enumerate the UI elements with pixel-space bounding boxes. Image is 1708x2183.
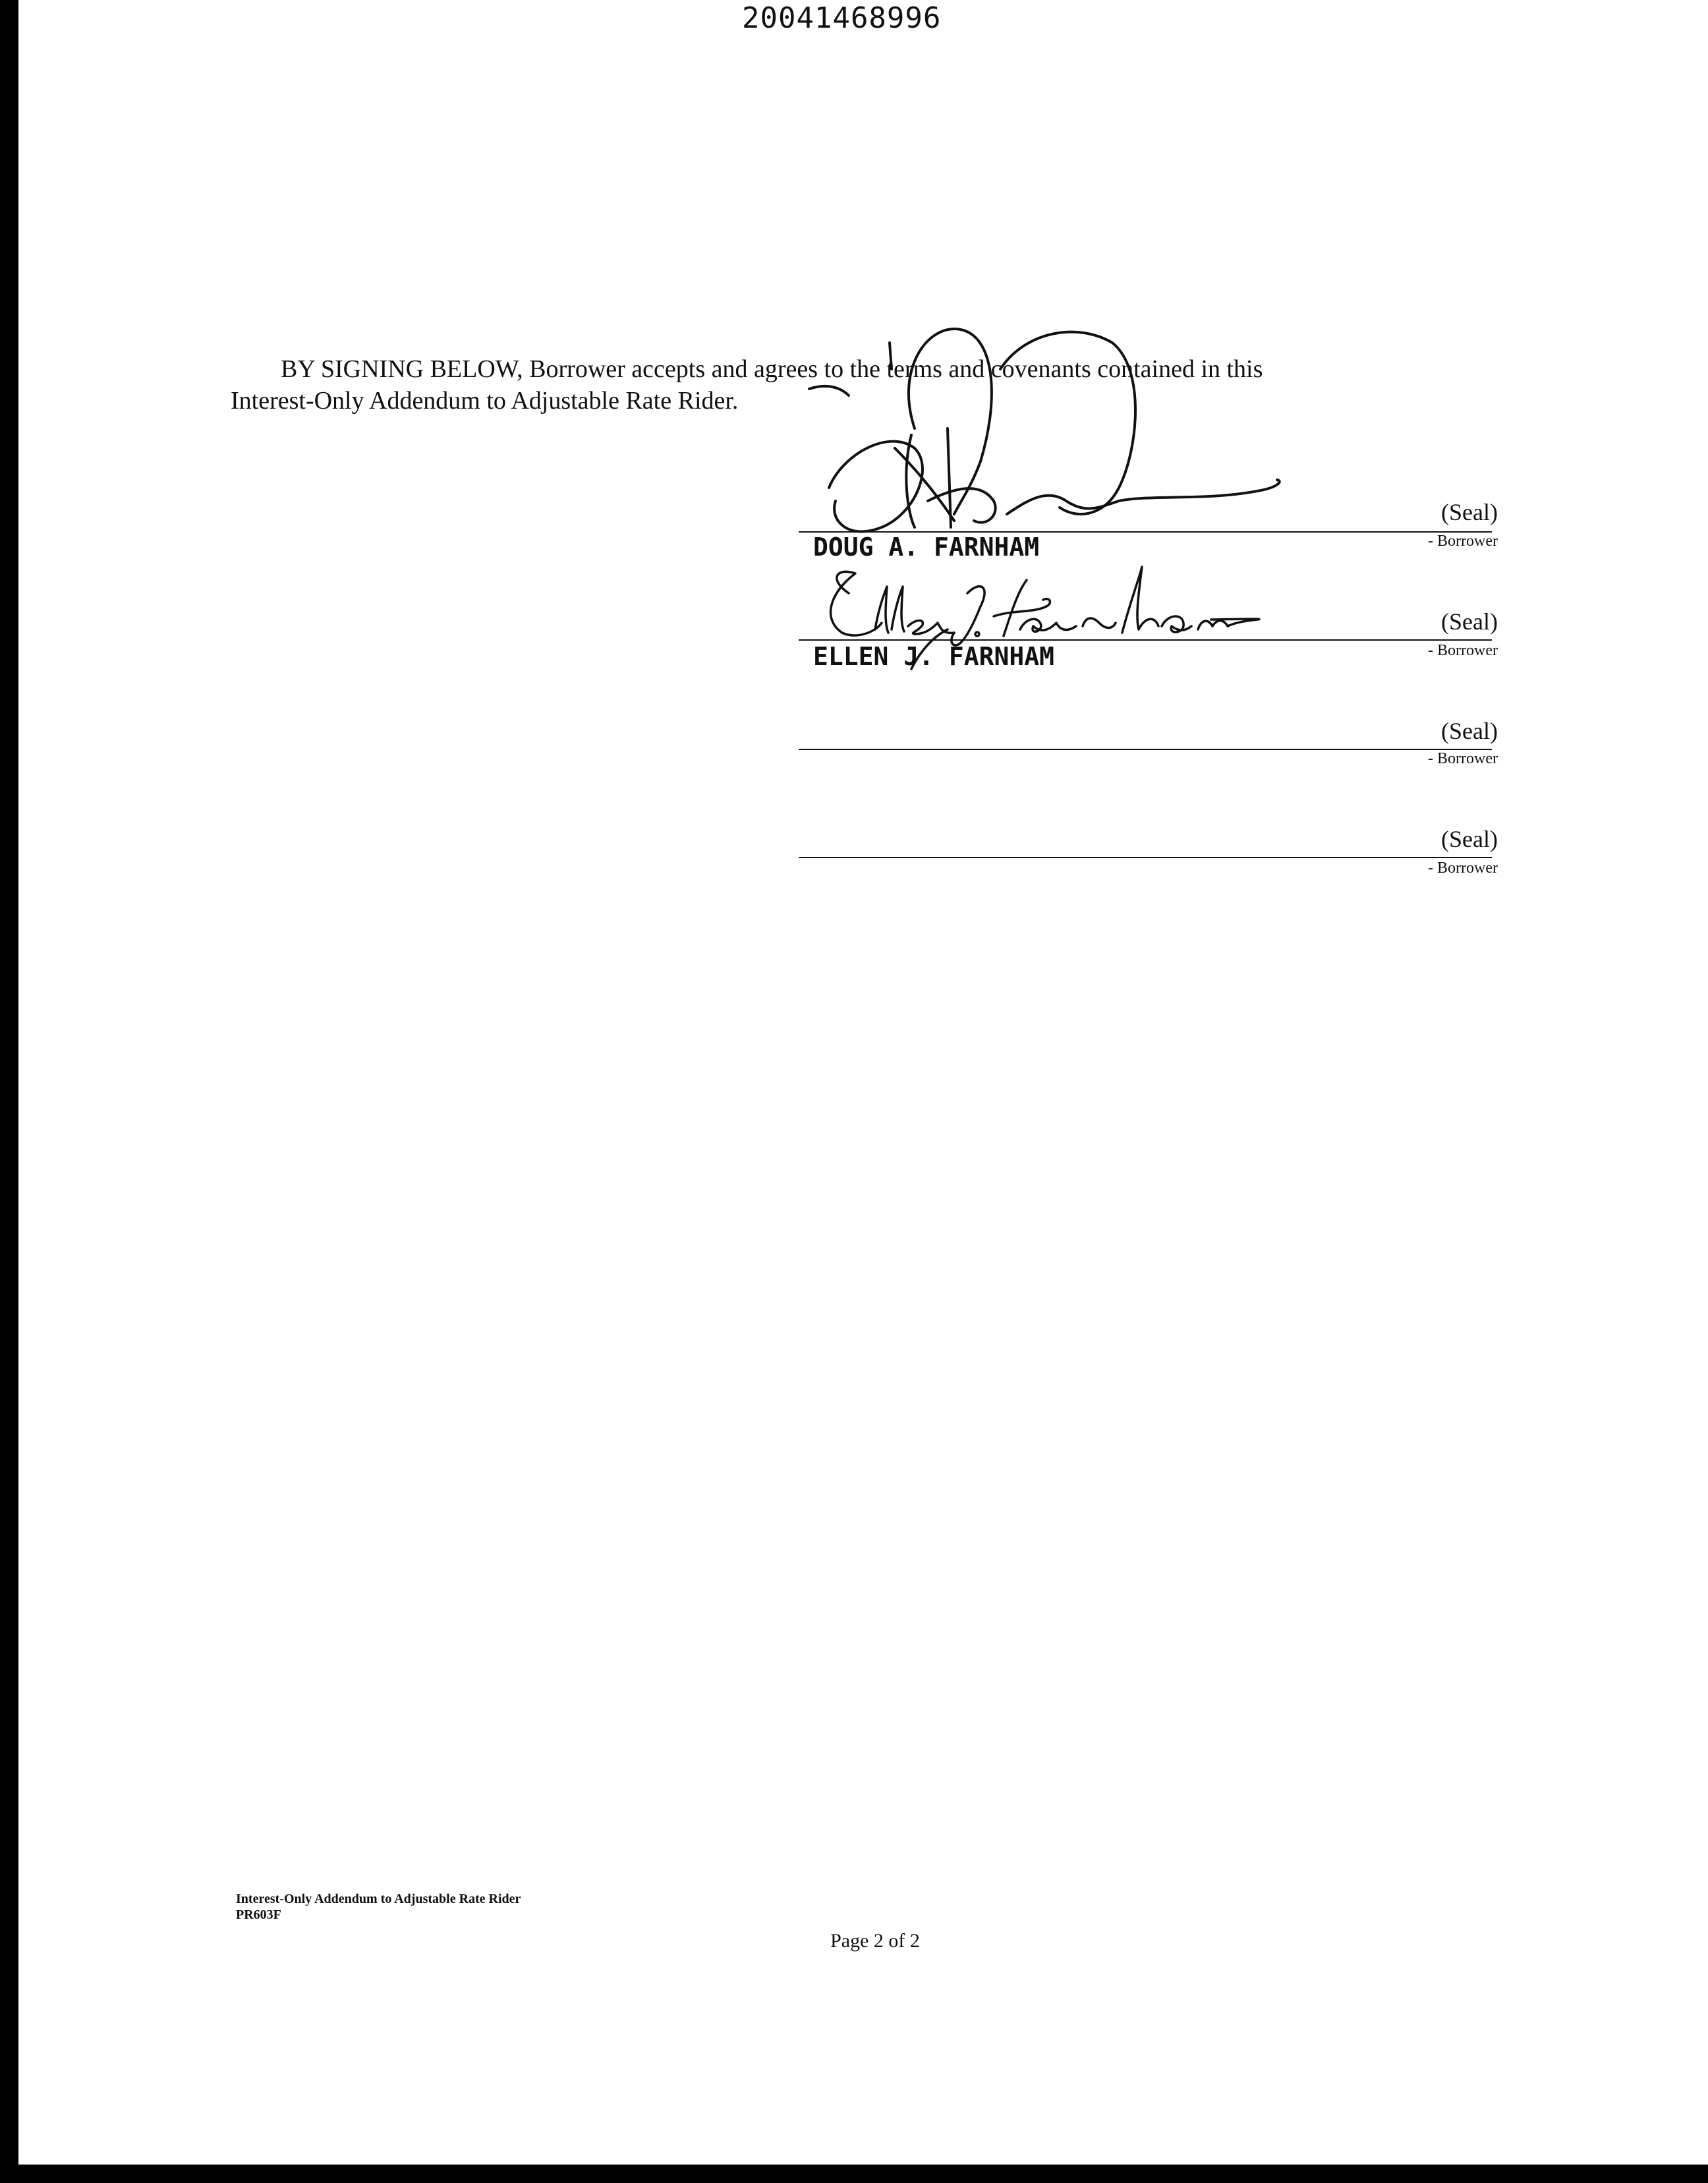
handwritten-signatures [18, 0, 1708, 2165]
document-page [18, 0, 1708, 2165]
signing-statement [231, 353, 1483, 417]
signing-statement-line-1: BY SIGNING BELOW, Borrower accepts and agrees to the terms and covenants contained in this [281, 355, 1263, 383]
signing-statement-line-2: Interest-Only Addendum to Adjustable Rate Rider. [231, 387, 739, 415]
borrower-role-3: - Borrower [1428, 750, 1498, 767]
seal-label-1: (Seal) [1441, 499, 1498, 525]
seal-label-4: (Seal) [1441, 826, 1498, 852]
borrower-role-2: - Borrower [1428, 642, 1498, 659]
signature-line-2 [799, 639, 1492, 641]
borrower-role-1: - Borrower [1428, 533, 1498, 550]
borrower-name-2: ELLEN J. FARNHAM [813, 642, 1055, 671]
document-number: 20041468996 [742, 1, 942, 35]
borrower-role-4: - Borrower [1428, 859, 1498, 877]
borrower-name-1: DOUG A. FARNHAM [813, 533, 1040, 562]
footer-form-code: PR603F [236, 1907, 281, 1922]
page-number: Page 2 of 2 [830, 1930, 920, 1952]
footer-form-title: Interest-Only Addendum to Adjustable Rate Rider [236, 1892, 521, 1906]
seal-label-3: (Seal) [1441, 718, 1498, 744]
signature-line-4 [799, 857, 1492, 858]
seal-label-2: (Seal) [1441, 608, 1498, 635]
